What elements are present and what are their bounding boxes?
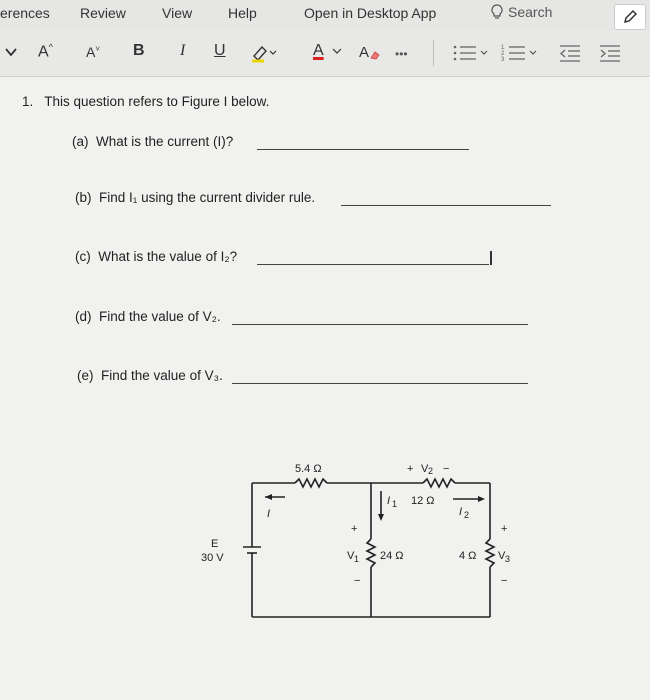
formatting-toolbar <box>0 30 650 77</box>
question-part-b <box>75 190 315 205</box>
part-text: What is the current (I)? <box>96 134 234 149</box>
clear-formatting-icon[interactable] <box>358 42 382 62</box>
part-label: (e) <box>77 368 94 383</box>
question-part-d <box>75 309 221 324</box>
label-r-12: 12 Ω <box>411 495 435 507</box>
question-part-c <box>75 249 237 264</box>
grow-font-button[interactable]: A^ <box>38 42 53 61</box>
numbered-list-icon[interactable] <box>500 43 542 63</box>
label-v1: V <box>347 550 355 562</box>
label-v3-minus: − <box>501 575 508 587</box>
label-current-total: I <box>267 508 271 520</box>
menu-bar <box>0 0 650 30</box>
menu-references[interactable]: erences <box>0 5 50 21</box>
decrease-indent-icon[interactable] <box>558 43 582 63</box>
toolbar-divider <box>433 40 434 66</box>
answer-line-c[interactable] <box>257 264 489 265</box>
part-label: (a) <box>72 134 89 149</box>
label-v3-plus: + <box>501 523 508 535</box>
resistor-4 <box>486 539 494 567</box>
font-color-label: A <box>313 42 324 59</box>
menu-help[interactable]: Help <box>228 5 257 21</box>
part-text: Find the value of V₃. <box>101 368 223 383</box>
label-v2-plus: + <box>407 463 414 475</box>
label-current-2-sub: 2 <box>464 510 470 520</box>
answer-line-d[interactable] <box>232 324 528 325</box>
label-v1-minus: − <box>354 575 361 587</box>
label-v2-sub: 2 <box>428 466 434 476</box>
document-body[interactable] <box>0 77 650 700</box>
question-text: This question refers to Figure I below. <box>44 94 270 109</box>
label-v1-plus: + <box>351 523 358 535</box>
part-label: (b) <box>75 190 92 205</box>
edit-pen-button[interactable] <box>614 4 646 30</box>
question-part-a <box>72 134 233 149</box>
arrowhead <box>378 514 384 521</box>
part-text: What is the value of I₂? <box>98 249 238 264</box>
answer-line-b[interactable] <box>341 205 551 206</box>
svg-text:2: 2 <box>501 51 505 57</box>
text-cursor <box>490 251 492 265</box>
answer-line-a[interactable] <box>257 149 469 150</box>
chevron-down-icon[interactable] <box>4 46 18 58</box>
shrink-font-label: A <box>86 44 96 60</box>
svg-text:3: 3 <box>501 57 505 63</box>
label-current-1-sub: 1 <box>392 499 398 509</box>
label-r-series: 5.4 Ω <box>295 463 322 475</box>
arrowhead <box>478 496 485 502</box>
bold-button[interactable]: B <box>133 42 145 59</box>
circuit-diagram <box>195 439 545 629</box>
label-v3: V <box>498 550 506 562</box>
open-in-desktop-button[interactable]: Open in Desktop App <box>304 5 437 21</box>
part-text: Find I₁ using the current divider rule. <box>99 190 316 205</box>
label-r-24: 24 Ω <box>380 550 404 562</box>
svg-text:A: A <box>359 44 370 61</box>
italic-button[interactable]: I <box>180 42 186 59</box>
label-v1-sub: 1 <box>354 554 360 564</box>
resistor-12 <box>423 479 455 487</box>
label-v2-minus: − <box>443 463 450 475</box>
lightbulb-icon <box>490 4 504 20</box>
svg-text:1: 1 <box>501 45 505 51</box>
label-r-4: 4 Ω <box>459 550 477 562</box>
underline-button[interactable]: U <box>214 42 226 59</box>
more-options-button[interactable]: ••• <box>395 47 408 61</box>
part-text: Find the value of V₂. <box>99 309 221 324</box>
resistor-24 <box>367 539 375 567</box>
arrowhead <box>265 494 272 500</box>
question-part-e <box>77 368 223 383</box>
menu-review[interactable]: Review <box>80 5 126 21</box>
answer-line-e[interactable] <box>232 383 528 384</box>
question-number: 1. <box>22 94 34 109</box>
part-label: (c) <box>75 249 91 264</box>
increase-indent-icon[interactable] <box>598 43 622 63</box>
bullet-list-icon[interactable] <box>452 43 492 63</box>
label-current-1: I <box>387 495 391 507</box>
search-label: Search <box>508 4 553 20</box>
label-source-name: E <box>211 538 219 550</box>
question-heading <box>22 94 269 109</box>
search-box[interactable] <box>490 4 552 20</box>
label-v2: V <box>421 463 429 475</box>
shrink-font-button[interactable]: A˅ <box>86 44 101 60</box>
chevron-down-icon[interactable] <box>332 47 342 55</box>
label-current-2: I <box>459 506 463 518</box>
font-color-button[interactable] <box>313 42 324 60</box>
label-v3-sub: 3 <box>505 554 511 564</box>
label-source-value: 30 V <box>201 552 224 564</box>
highlighter-icon[interactable] <box>250 42 280 64</box>
pencil-icon <box>622 9 638 25</box>
part-label: (d) <box>75 309 92 324</box>
resistor-series <box>295 479 327 487</box>
menu-view[interactable]: View <box>162 5 193 21</box>
grow-font-label: A <box>38 43 49 61</box>
